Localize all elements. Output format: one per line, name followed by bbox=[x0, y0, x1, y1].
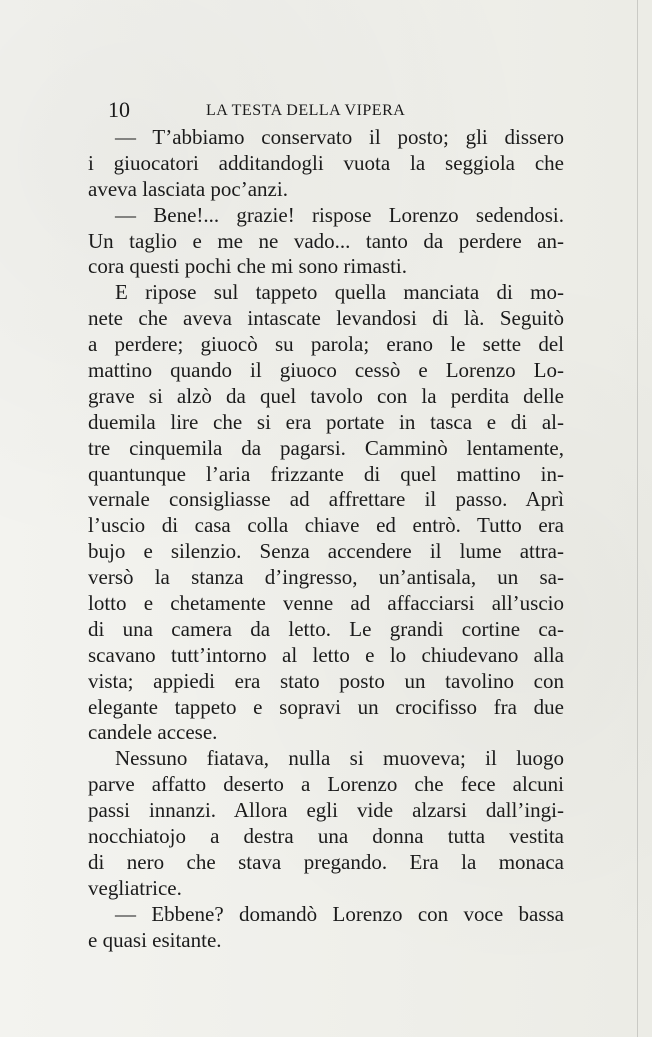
body-text bbox=[88, 125, 564, 954]
text-line: i giuocatori additandogli vuota la seggiola che bbox=[88, 150, 564, 175]
text-line: candele accese. bbox=[88, 720, 218, 745]
text-line: passi innanzi. Allora egli vide alzarsi dall’ingi- bbox=[88, 798, 564, 823]
text-line: Un taglio e me ne vado... tanto da perdere an- bbox=[88, 228, 564, 253]
text-line: a perdere; giuocò su parola; erano le sette del bbox=[88, 332, 564, 357]
text-line: di nero che stava pregando. Era la monaca bbox=[88, 849, 564, 874]
text-line: l’uscio di casa colla chiave ed entrò. Tutto era bbox=[88, 513, 564, 538]
page-edge-line bbox=[637, 0, 638, 1037]
text-line: e quasi esitante. bbox=[88, 927, 222, 952]
text-line: — Ebbene? domandò Lorenzo con voce bassa bbox=[115, 901, 564, 926]
text-line: elegante tappeto e sopravi un crocifisso fra due bbox=[88, 694, 564, 719]
text-line: — T’abbiamo conservato il posto; gli dissero bbox=[115, 125, 564, 149]
text-line: duemila lire che si era portate in tasca e di al- bbox=[88, 409, 564, 434]
text-line: scavano tutt’intorno al letto e lo chiudevano alla bbox=[88, 642, 564, 667]
text-line: mattino quando il giuoco cessò e Lorenzo Lo- bbox=[88, 358, 564, 383]
page-number: 10 bbox=[108, 97, 130, 122]
text-line: grave si alzò da quel tavolo con la perdita delle bbox=[88, 383, 564, 408]
text-line: vegliatrice. bbox=[88, 875, 182, 900]
text-line: lotto e chetamente venne ad affacciarsi all’uscio bbox=[88, 591, 564, 616]
text-line: — Bene!... grazie! rispose Lorenzo sedendosi. bbox=[115, 202, 564, 227]
text-line: nete che aveva intascate levandosi di là. Seguitò bbox=[88, 306, 564, 331]
text-line: bujo e silenzio. Senza accendere il lume attra- bbox=[88, 539, 564, 564]
text-line: vista; appiedi era stato posto un tavolino con bbox=[88, 668, 564, 693]
running-title: LA TESTA DELLA VIPERA bbox=[206, 102, 406, 119]
text-line: Nessuno fiatava, nulla si muoveva; il luogo bbox=[115, 746, 564, 771]
text-line: tre cinquemila da pagarsi. Camminò lentamente, bbox=[88, 435, 564, 460]
page-header bbox=[108, 96, 548, 124]
text-line: versò la stanza d’ingresso, un’antisala, un sa- bbox=[88, 565, 564, 590]
text-line: cora questi pochi che mi sono rimasti. bbox=[88, 254, 408, 279]
text-line: di una camera da letto. Le grandi cortine ca- bbox=[88, 616, 564, 641]
text-line: quantunque l’aria frizzante di quel mattino in- bbox=[88, 461, 564, 486]
text-line: parve affatto deserto a Lorenzo che fece alcuni bbox=[88, 772, 564, 797]
text-line: E ripose sul tappeto quella manciata di mo- bbox=[115, 280, 564, 305]
text-line: nocchiatojo a destra una donna tutta vestita bbox=[88, 824, 564, 849]
text-line: aveva lasciata poc’anzi. bbox=[88, 176, 288, 201]
text-line: vernale consigliasse ad affrettare il passo. Aprì bbox=[88, 487, 564, 512]
